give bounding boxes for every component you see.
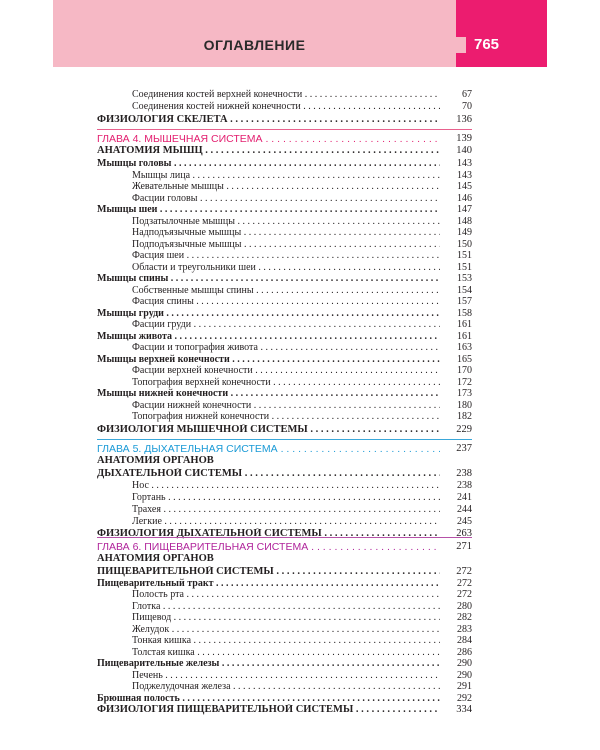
toc-entry-title: Полость рта . . . (132, 589, 440, 601)
toc-entry-page: 180 (457, 400, 472, 411)
toc-entry-page: 149 (457, 227, 472, 238)
toc-entry-page: 272 (456, 566, 472, 577)
toc-entry-title: Соединения костей нижней конечности . . . (132, 101, 440, 113)
toc-entry-page: 237 (456, 443, 472, 454)
page-number: 765 (474, 36, 500, 53)
toc-entry-page: 143 (457, 158, 472, 169)
header-band (53, 0, 456, 67)
toc-entry-title: Печень . . . (132, 670, 440, 682)
toc-entry-title: Нос . . . (132, 480, 440, 492)
toc-entry-title: Фасции груди . . . (132, 319, 440, 331)
toc-entry-title: Легкие . . . (132, 516, 440, 528)
toc-entry-title: Соединения костей верхней конечности . . . (132, 89, 440, 101)
chapter-divider (97, 129, 472, 130)
toc-entry-title: Фасции и топография живота . . . (132, 342, 440, 354)
toc-entry-page: 67 (462, 89, 472, 100)
chapter-divider (97, 537, 472, 538)
toc-entry-page: 286 (457, 647, 472, 658)
toc-entry-page: 245 (457, 516, 472, 527)
toc-entry[interactable] (97, 295, 472, 307)
toc-entry-page: 172 (457, 377, 472, 388)
toc-entry-page: 229 (456, 424, 472, 435)
toc-entry-page: 145 (457, 181, 472, 192)
toc-entry[interactable] (97, 515, 472, 527)
toc-entry-page: 272 (457, 589, 472, 600)
toc-entry-title: Пищеварительный тракт . . . (97, 578, 440, 590)
toc-entry-title: Собственные мышцы спины . . . (132, 285, 440, 297)
toc-entry-page: 147 (457, 204, 472, 215)
page-number-tab (456, 0, 547, 67)
toc-entry-page: 241 (457, 492, 472, 503)
toc-chapter[interactable] (97, 540, 472, 552)
toc-entry-title: Надподъязычные мышцы . . . (132, 227, 440, 239)
toc-entry-page: 244 (457, 504, 472, 515)
toc-entry-page: 140 (456, 145, 472, 156)
toc-entry-title: Подзатылочные мышцы . . . (132, 216, 440, 228)
toc-entry-page: 139 (456, 133, 472, 144)
toc-entry-page: 182 (457, 411, 472, 422)
toc-entry-title: Глотка . . . (132, 601, 440, 613)
toc-entry-page: 271 (456, 541, 472, 552)
toc-entry-page: 290 (457, 670, 472, 681)
toc-entry-title: ФИЗИОЛОГИЯ ДЫХАТЕЛЬНОЙ СИСТЕМЫ . . . (97, 528, 440, 540)
toc-entry-page: 143 (457, 170, 472, 181)
toc-chapter-title: ГЛАВА 6. ПИЩЕВАРИТЕЛЬНАЯ СИСТЕМА . . . (97, 541, 440, 553)
toc-entry-title: ФИЗИОЛОГИЯ ПИЩЕВАРИТЕЛЬНОЙ СИСТЕМЫ . . . (97, 704, 440, 716)
toc-entry-page: 292 (457, 693, 472, 704)
toc-subsection[interactable] (97, 387, 472, 399)
toc-entry[interactable] (97, 491, 472, 503)
toc-entry-page: 158 (457, 308, 472, 319)
toc-entry-page: 70 (462, 101, 472, 112)
toc-entry-title: Трахея . . . (132, 504, 440, 516)
toc-entry-page: 161 (457, 319, 472, 330)
toc-subsection[interactable] (97, 157, 472, 169)
toc-entry-title: Подподъязычные мышцы . . . (132, 239, 440, 251)
toc-entry-page: 272 (457, 578, 472, 589)
toc-chapter[interactable] (97, 442, 472, 454)
toc-entry[interactable] (97, 503, 472, 515)
toc-section[interactable] (97, 703, 472, 715)
toc-section[interactable] (97, 144, 472, 156)
toc-entry-title: Мышцы живота . . . (97, 331, 440, 343)
page-title: ОГЛАВЛЕНИЕ (203, 37, 306, 53)
toc-entry-title: Толстая кишка . . . (132, 647, 440, 659)
toc-entry-title: Пищевод . . . (132, 612, 440, 624)
toc-section-line1: АНАТОМИЯ ОРГАНОВ (97, 553, 214, 564)
toc-entry[interactable] (97, 611, 472, 623)
toc-entry-title: Желудок . . . (132, 624, 440, 636)
toc-entry-page: 263 (456, 528, 472, 539)
toc-entry-page: 136 (456, 114, 472, 125)
toc-entry-page: 148 (457, 216, 472, 227)
toc-entry[interactable] (97, 249, 472, 261)
toc-entry-title: Мышцы лица . . . (132, 170, 440, 182)
toc-entry-title: Брюшная полость . . . (97, 693, 440, 705)
toc-section[interactable] (97, 423, 472, 435)
toc-entry-page: 163 (457, 342, 472, 353)
toc-entry-title: Пищеварительные железы . . . (97, 658, 440, 670)
toc-section[interactable] (97, 467, 472, 479)
toc-entry[interactable] (97, 680, 472, 692)
toc-entry-page: 284 (457, 635, 472, 646)
tab-notch (456, 37, 466, 53)
toc-entry[interactable] (97, 180, 472, 192)
toc-entry-title: Мышцы головы . . . (97, 158, 440, 170)
toc-entry-page: 153 (457, 273, 472, 284)
toc-entry[interactable] (97, 410, 472, 422)
chapter-divider (97, 439, 472, 440)
toc-entry-page: 150 (457, 239, 472, 250)
toc-entry-page: 291 (457, 681, 472, 692)
toc-entry-title: Фасции нижней конечности . . . (132, 400, 440, 412)
toc-subsection[interactable] (97, 272, 472, 284)
toc-entry-page: 157 (457, 296, 472, 307)
toc-entry-title: Области и треугольники шеи . . . (132, 262, 440, 274)
toc-entry-title: ФИЗИОЛОГИЯ СКЕЛЕТА . . . (97, 114, 440, 126)
toc-entry-title: Мышцы груди . . . (97, 308, 440, 320)
toc-entry-title: Мышцы спины . . . (97, 273, 440, 285)
toc-entry-page: 238 (457, 480, 472, 491)
toc-section[interactable] (97, 565, 472, 577)
toc-entry-title: Топография нижней конечности . . . (132, 411, 440, 423)
toc-entry-title: ПИЩЕВАРИТЕЛЬНОЙ СИСТЕМЫ . . . (97, 566, 440, 578)
toc-entry[interactable] (97, 588, 472, 600)
toc-entry[interactable] (97, 100, 472, 112)
toc-entry-page: 282 (457, 612, 472, 623)
toc-entry-title: Тонкая кишка . . . (132, 635, 440, 647)
toc-entry-page: 170 (457, 365, 472, 376)
toc-entry-title: Мышцы шеи . . . (97, 204, 440, 216)
toc-entry-page: 173 (457, 388, 472, 399)
toc-entry[interactable] (97, 364, 472, 376)
toc-entry-page: 280 (457, 601, 472, 612)
toc-entry-title: Жевательные мышцы . . . (132, 181, 440, 193)
toc-entry-title: Мышцы нижней конечности . . . (97, 388, 440, 400)
toc-entry-title: ДЫХАТЕЛЬНОЙ СИСТЕМЫ . . . (97, 468, 440, 480)
toc-entry-title: Фасции верхней конечности . . . (132, 365, 440, 377)
toc-entry-page: 151 (457, 250, 472, 261)
toc-entry-page: 238 (456, 468, 472, 479)
toc-entry-title: Топография верхней конечности . . . (132, 377, 440, 389)
toc-entry-page: 161 (457, 331, 472, 342)
toc-subsection[interactable] (97, 203, 472, 215)
toc-section[interactable] (97, 113, 472, 125)
toc-entry-page: 151 (457, 262, 472, 273)
toc-entry-title: АНАТОМИЯ МЫШЦ . . . (97, 145, 440, 157)
toc-entry-title: Фасции головы . . . (132, 193, 440, 205)
toc-section-line1: АНАТОМИЯ ОРГАНОВ (97, 455, 214, 466)
toc-entry-title: ФИЗИОЛОГИЯ МЫШЕЧНОЙ СИСТЕМЫ . . . (97, 424, 440, 436)
toc-entry-title: Фасция шеи . . . (132, 250, 440, 262)
toc-entry[interactable] (97, 226, 472, 238)
toc-entry-page: 334 (456, 704, 472, 715)
toc-entry-title: Гортань . . . (132, 492, 440, 504)
toc-entry-page: 283 (457, 624, 472, 635)
toc-entry-title: Фасция спины . . . (132, 296, 440, 308)
toc-entry[interactable] (97, 479, 472, 491)
toc-chapter[interactable] (97, 132, 472, 144)
toc-entry[interactable] (97, 634, 472, 646)
toc-entry[interactable] (97, 341, 472, 353)
toc-entry[interactable] (97, 318, 472, 330)
toc-entry-page: 146 (457, 193, 472, 204)
toc-entry-page: 290 (457, 658, 472, 669)
toc-entry-page: 154 (457, 285, 472, 296)
toc-entry[interactable] (97, 88, 472, 100)
toc-entry-title: Поджелудочная железа . . . (132, 681, 440, 693)
toc-entry-title: Мышцы верхней конечности . . . (97, 354, 440, 366)
toc-chapter-title: ГЛАВА 5. ДЫХАТЕЛЬНАЯ СИСТЕМА . . . (97, 443, 440, 455)
toc-entry-page: 165 (457, 354, 472, 365)
toc-chapter-title: ГЛАВА 4. МЫШЕЧНАЯ СИСТЕМА . . . (97, 133, 440, 145)
toc-subsection[interactable] (97, 657, 472, 669)
